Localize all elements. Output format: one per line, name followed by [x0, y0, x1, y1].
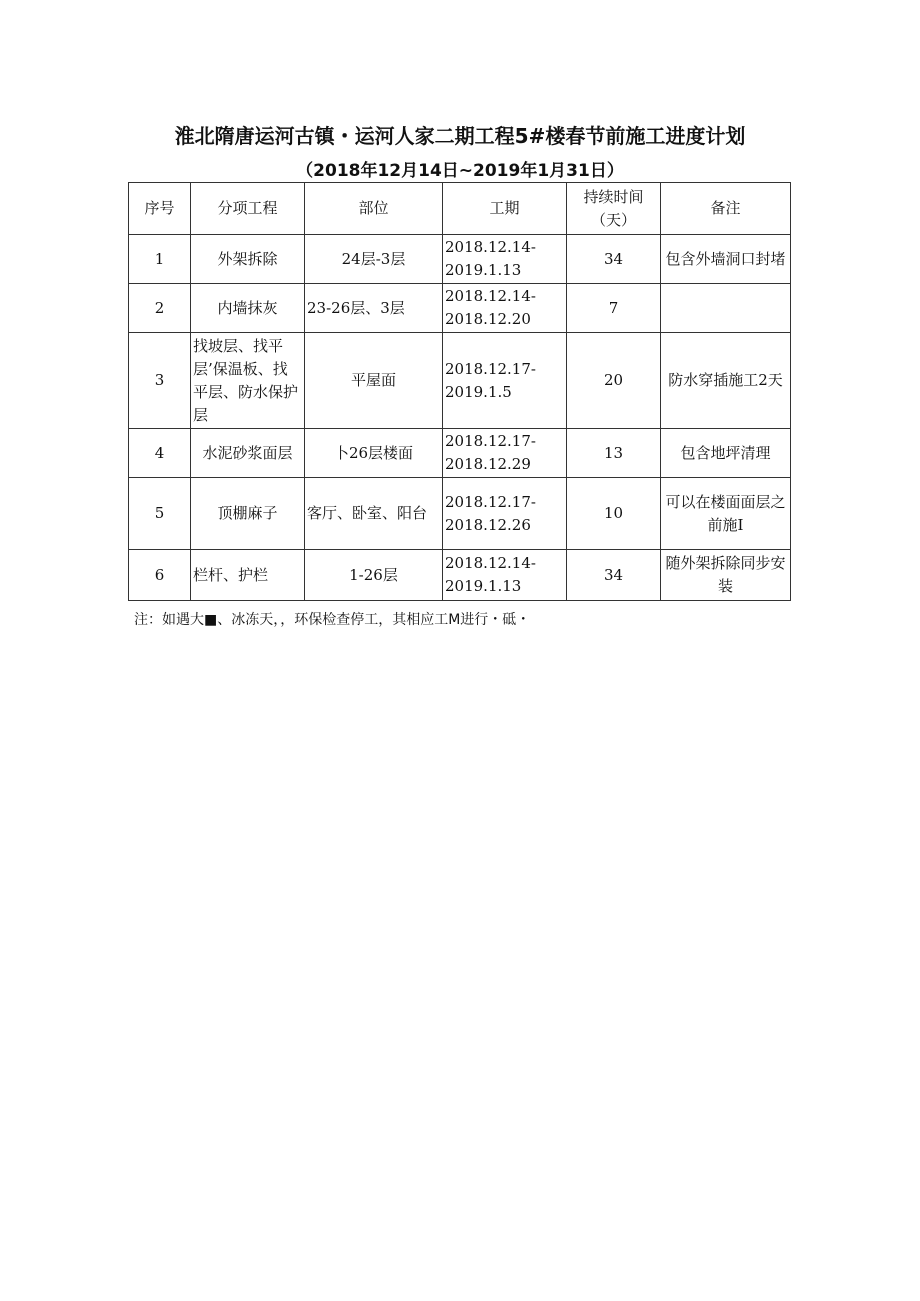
cell-remark: 防水穿插施工2天	[661, 333, 791, 429]
header-period: 工期	[443, 183, 567, 235]
table-row	[129, 235, 791, 284]
cell-item: 外架拆除	[191, 235, 305, 284]
header-duration: 持续时间（天）	[567, 183, 661, 235]
header-no: 序号	[129, 183, 191, 235]
table-header-row	[129, 183, 791, 235]
cell-item: 找坡层、找平层’保温板、找平层、防水保护层	[191, 333, 305, 429]
document-title: 淮北隋唐运河古镇・运河人家二期工程5#楼春节前施工进度计划	[174, 124, 746, 148]
cell-item: 内墙抹灰	[191, 284, 305, 333]
cell-period: 2018.12.17-2019.1.5	[443, 333, 567, 429]
cell-location: 平屋面	[305, 333, 443, 429]
cell-remark: 包含地坪清理	[661, 429, 791, 478]
cell-item: 栏杆、护栏	[191, 550, 305, 601]
cell-remark	[661, 284, 791, 333]
cell-remark: 可以在楼面面层之前施I	[661, 478, 791, 550]
cell-no: 5	[129, 478, 191, 550]
cell-no: 1	[129, 235, 191, 284]
table-row	[129, 429, 791, 478]
document-subtitle: （2018年12月14日~2019年1月31日）	[296, 161, 624, 181]
cell-no: 2	[129, 284, 191, 333]
cell-period: 2018.12.14-2019.1.13	[443, 235, 567, 284]
table-row	[129, 478, 791, 550]
cell-remark: 随外架拆除同步安装	[661, 550, 791, 601]
cell-location: 1-26层	[305, 550, 443, 601]
table-row	[129, 550, 791, 601]
cell-no: 6	[129, 550, 191, 601]
cell-no: 3	[129, 333, 191, 429]
cell-days: 10	[567, 478, 661, 550]
cell-no: 4	[129, 429, 191, 478]
cell-days: 34	[567, 550, 661, 601]
cell-period: 2018.12.17-2018.12.26	[443, 478, 567, 550]
header-location: 部位	[305, 183, 443, 235]
cell-item: 顶棚麻子	[191, 478, 305, 550]
schedule-table	[128, 182, 791, 601]
cell-days: 7	[567, 284, 661, 333]
cell-days: 13	[567, 429, 661, 478]
cell-item: 水泥砂浆面层	[191, 429, 305, 478]
cell-days: 20	[567, 333, 661, 429]
cell-days: 34	[567, 235, 661, 284]
header-remark: 备注	[661, 183, 791, 235]
table-row	[129, 333, 791, 429]
cell-remark: 包含外墙洞口封堵	[661, 235, 791, 284]
cell-location: 客厅、卧室、阳台	[305, 478, 443, 550]
cell-period: 2018.12.17-2018.12.29	[443, 429, 567, 478]
cell-location: 卜26层楼面	[305, 429, 443, 478]
cell-location: 23-26层、3层	[305, 284, 443, 333]
cell-period: 2018.12.14-2019.1.13	[443, 550, 567, 601]
cell-period: 2018.12.14-2018.12.20	[443, 284, 567, 333]
table-row	[129, 284, 791, 333]
header-item: 分项工程	[191, 183, 305, 235]
cell-location: 24层-3层	[305, 235, 443, 284]
footnote: 注：如遇大■、冰冻天，，环保检查停工，其相应工M进行・砥・	[134, 612, 531, 628]
